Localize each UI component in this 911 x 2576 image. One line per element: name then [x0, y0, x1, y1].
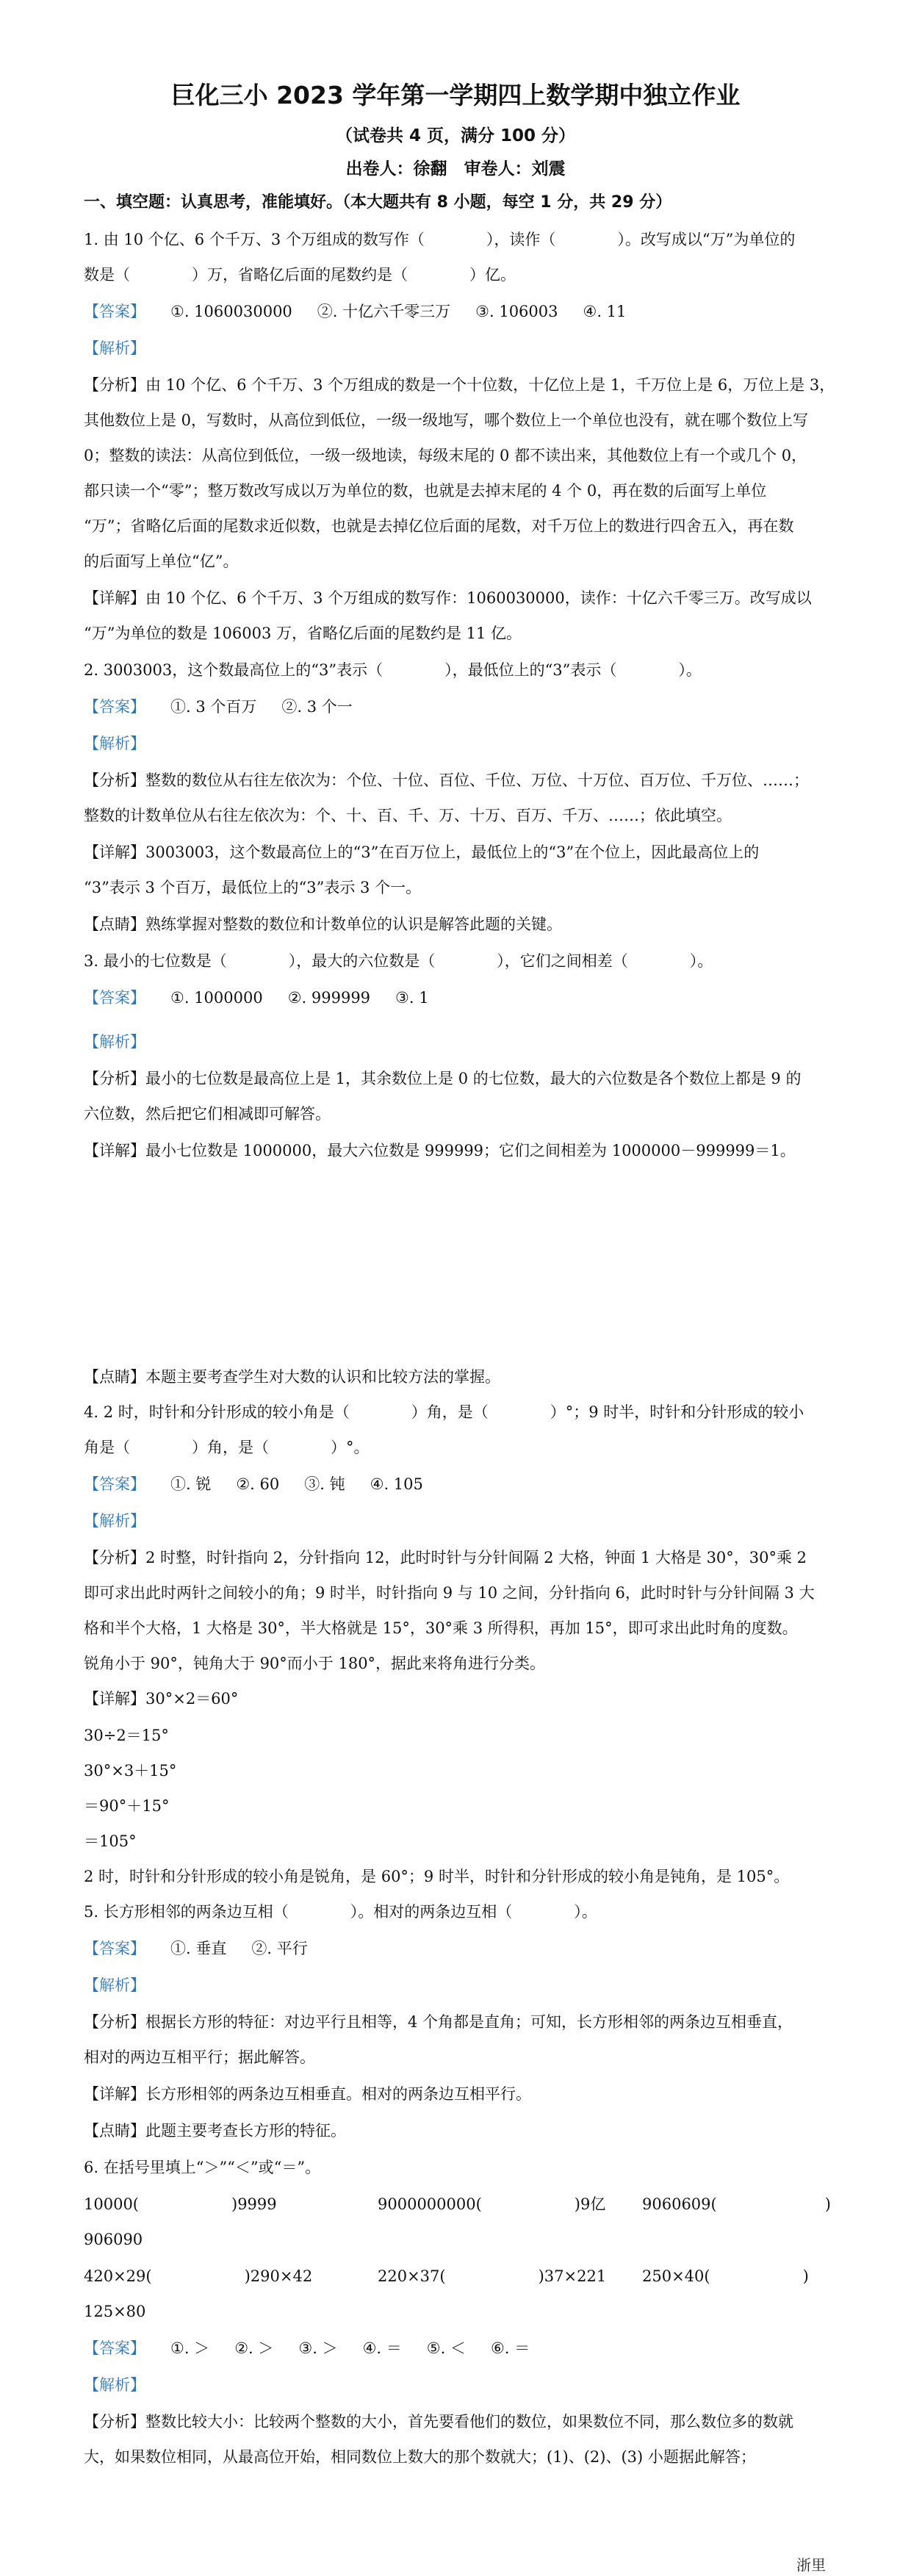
q6-item-3: 9060609( ) [642, 2195, 831, 2213]
q6-item-1: 10000( )9999 [84, 2195, 277, 2213]
q4-analysis-2: 即可求出此时两针之间较小的角；9 时半，时针指向 9 与 10 之间，分针指向 6，此时时针与分针间隔 3 大 [84, 1584, 815, 1602]
q6-item-4: 420×29( )290×42 [84, 2267, 313, 2285]
q2-analysis-label: 【解析】 [84, 735, 145, 752]
q2-answer: 【答案】 ①. 3 个百万 ②. 3 个一 [84, 698, 353, 716]
q4-line-1: 4. 2 时，时针和分针形成的较小角是（ ）角，是（ ）°；9 时半，时针和分针形成的较小 [84, 1403, 804, 1421]
q4-detail-4: ＝90°＋15° [84, 1797, 170, 1815]
q5-point: 【点睛】此题主要考查长方形的特征。 [84, 2122, 346, 2140]
q6-row-1 [84, 2194, 831, 2215]
q5-line-1: 5. 长方形相邻的两条边互相（ ）。相对的两条边互相（ ）。 [84, 1903, 597, 1921]
q4-answer-2: ②. 60 [236, 1475, 280, 1493]
q4-analysis-1: 【分析】2 时整，时针指向 2，分针指向 12，此时时针与分针间隔 2 大格，钟面 1 大格是 30°，30°乘 2 [84, 1549, 807, 1566]
q2-point: 【点睛】熟练掌握对整数的数位和计数单位的认识是解答此题的关键。 [84, 915, 562, 933]
q4-detail-6: 2 时，时针和分针形成的较小角是锐角，是 60°；9 时半，时针和分针形成的较小角是钝角，是 105°。 [84, 1868, 790, 1885]
q6-item-6-continued: 125×80 [84, 2303, 146, 2320]
q1-analysis-6: 的后面写上单位“亿”。 [84, 553, 239, 570]
page-subtitle: （试卷共 4 页，满分 100 分） [335, 126, 576, 145]
q5-analysis-2: 相对的两边互相平行；据此解答。 [84, 2048, 315, 2066]
q4-analysis-label: 【解析】 [84, 1512, 145, 1530]
q2-detail-2: “3”表示 3 个百万，最低位上的“3”表示 3 个一。 [84, 879, 422, 896]
q5-analysis-1: 【分析】根据长方形的特征：对边平行且相等，4 个角都是直角；可知，长方形相邻的两条边互相垂直， [84, 2013, 793, 2031]
q6-item-2: 9000000000( )9亿 [378, 2195, 606, 2213]
q1-analysis-1: 【分析】由 10 个亿、6 个千万、3 个万组成的数是一个十位数，十亿位上是 1，千万位上是 6，万位上是 3， [84, 376, 835, 394]
q4-line-2: 角是（ ）角，是（ ）°。 [84, 1439, 370, 1456]
q3-analysis-1: 【分析】最小的七位数是最高位上是 1，其余数位上是 0 的七位数，最大的六位数是各个数位上都是 9 的 [84, 1070, 802, 1087]
q2-analysis-1: 【分析】整数的数位从右往左依次为：个位、十位、百位、千位、万位、十万位、百万位、千万位、……； [84, 771, 809, 789]
q5-analysis-label: 【解析】 [84, 1976, 145, 1994]
page-footer: 浙里 [796, 2556, 826, 2574]
q3-detail-1: 【详解】最小七位数是 1000000，最大六位数是 999999；它们之间相差为 1000000－999999＝1。 [84, 1142, 796, 1159]
q6-answer: 【答案】 ①. ＞ ②. ＞ ③. ＞ ④. ＝ ⑤. ＜ ⑥. ＝ [84, 2339, 530, 2357]
q1-analysis-5: “万”；省略亿后面的尾数求近似数，也就是去掉亿位后面的尾数，对千万位上的数进行四舍五入，再在数 [84, 517, 794, 535]
q2-answer-1: ①. 3 个百万 [170, 698, 257, 716]
q6-answer-2: ②. ＞ [234, 2339, 274, 2357]
q1-analysis-2: 其他数位上是 0，写数时，从高位到低位，一级一级地写，哪个数位上一个单位也没有，就在哪个数位上写 [84, 411, 809, 429]
q6-item-6: 250×40( ) [642, 2267, 809, 2285]
q1-analysis-label: 【解析】 [84, 339, 145, 357]
q6-analysis-label: 【解析】 [84, 2376, 145, 2394]
q6-line-1: 6. 在括号里填上“＞”“＜”或“＝”。 [84, 2159, 321, 2176]
q2-answer-2: ②. 3 个一 [281, 698, 353, 716]
q2-line-1: 2. 3003003，这个数最高位上的“3”表示（ ），最低位上的“3”表示（ ）。 [84, 661, 702, 679]
q1-answer-1: ①. 1060030000 [170, 303, 292, 320]
q5-answer-2: ②. 平行 [251, 1940, 308, 1957]
q2-analysis-2: 整数的计数单位从右往左依次为：个、十、百、千、万、十万、百万、千万、……；依此填空。 [84, 807, 732, 824]
q1-line-2: 数是（ ）万，省略亿后面的尾数约是（ ）亿。 [84, 266, 516, 284]
q4-detail-2: 30÷2＝15° [84, 1727, 169, 1744]
q4-answer-1: ①. 锐 [170, 1475, 212, 1493]
answer-tag: 【答案】 [84, 303, 145, 320]
q6-analysis-2: 大，如果数位相同，从最高位开始，相同数位上数大的那个数就大；(1)、(2)、(3) 小题据此解答； [84, 2448, 756, 2466]
q3-line-1: 3. 最小的七位数是（ ），最大的六位数是（ ），它们之间相差（ ）。 [84, 952, 713, 970]
q4-answer-3: ③. 钝 [304, 1475, 345, 1493]
q4-answer-4: ④. 105 [370, 1475, 423, 1493]
q1-answer [84, 301, 826, 322]
q4-detail-3: 30°×3＋15° [84, 1762, 177, 1780]
q3-answer: 【答案】 ①. 1000000 ②. 999999 ③. 1 [84, 989, 429, 1007]
q1-detail-2: “万”为单位的数是 106003 万，省略亿后面的尾数约是 11 亿。 [84, 625, 522, 642]
section-heading: 一、填空题：认真思考，准能填好。（本大题共有 8 小题，每空 1 分，共 29 分） [84, 193, 672, 212]
q4-answer: 【答案】 ①. 锐 ②. 60 ③. 钝 ④. 105 [84, 1475, 423, 1493]
q1-line-1: 1. 由 10 个亿、6 个千万、3 个万组成的数写作（ ），读作（ ）。改写成以“万”为单位的 [84, 231, 796, 248]
q1-analysis-4: 都只读一个“零”；整万数改写成以万为单位的数，也就是去掉末尾的 4 个 0，再在数的后面写上单位 [84, 482, 767, 500]
q1-answer-3: ③. 106003 [475, 303, 558, 320]
q6-answer-4: ④. ＝ [362, 2339, 402, 2357]
q3-answer-2: ②. 999999 [287, 989, 371, 1007]
q6-answer-3: ③. ＞ [298, 2339, 338, 2357]
q4-detail-1: 【详解】30°×2＝60° [84, 1690, 239, 1708]
q6-answer-5: ⑤. ＜ [426, 2339, 466, 2357]
q6-analysis-1: 【分析】整数比较大小：比较两个整数的大小，首先要看他们的数位，如果数位不同，那么数位多的数就 [84, 2413, 793, 2431]
q6-answer-1: ①. ＞ [170, 2339, 210, 2357]
q3-analysis-2: 六位数，然后把它们相减即可解答。 [84, 1105, 331, 1123]
q5-detail-1: 【详解】长方形相邻的两条边互相垂直。相对的两条边互相平行。 [84, 2085, 531, 2103]
q3-analysis-label: 【解析】 [84, 1033, 145, 1051]
q4-analysis-4: 锐角小于 90°，钝角大于 90°而小于 180°，据此来将角进行分类。 [84, 1655, 546, 1672]
q6-item-5: 220×37( )37×221 [378, 2267, 607, 2285]
q4-detail-5: ＝105° [84, 1832, 137, 1850]
page-title: 巨化三小 2023 学年第一学期四上数学期中独立作业 [170, 81, 741, 109]
q6-answer-6: ⑥. ＝ [490, 2339, 530, 2357]
q6-item-3-continued: 906090 [84, 2231, 143, 2248]
q6-row-2 [84, 2266, 826, 2287]
q5-answer-1: ①. 垂直 [170, 1940, 227, 1957]
q1-analysis-3: 0；整数的读法：从高位到低位，一级一级地读，每级末尾的 0 都不读出来，其他数位上有一个或几个 0， [84, 447, 807, 464]
q1-answer-2: ②. 十亿六千零三万 [317, 303, 451, 320]
authors-line: 出卷人：徐翻 审卷人：刘震 [345, 159, 566, 179]
q2-detail-1: 【详解】3003003，这个数最高位上的“3”在百万位上，最低位上的“3”在个位上，因此最高位上的 [84, 843, 760, 861]
q1-answer-4: ④. 11 [583, 303, 627, 320]
q4-analysis-3: 格和半个大格，1 大格是 30°，半大格就是 15°，30°乘 3 所得积，再加 15°，即可求出此时角的度数。 [84, 1619, 798, 1637]
q3-point: 【点睛】本题主要考查学生对大数的认识和比较方法的掌握。 [84, 1368, 500, 1386]
q3-answer-3: ③. 1 [395, 989, 429, 1007]
q5-answer: 【答案】 ①. 垂直 ②. 平行 [84, 1940, 308, 1957]
q1-detail-1: 【详解】由 10 个亿、6 个千万、3 个万组成的数写作：1060030000，读作：十亿六千零三万。改写成以 [84, 589, 812, 607]
q3-answer-1: ①. 1000000 [170, 989, 263, 1007]
